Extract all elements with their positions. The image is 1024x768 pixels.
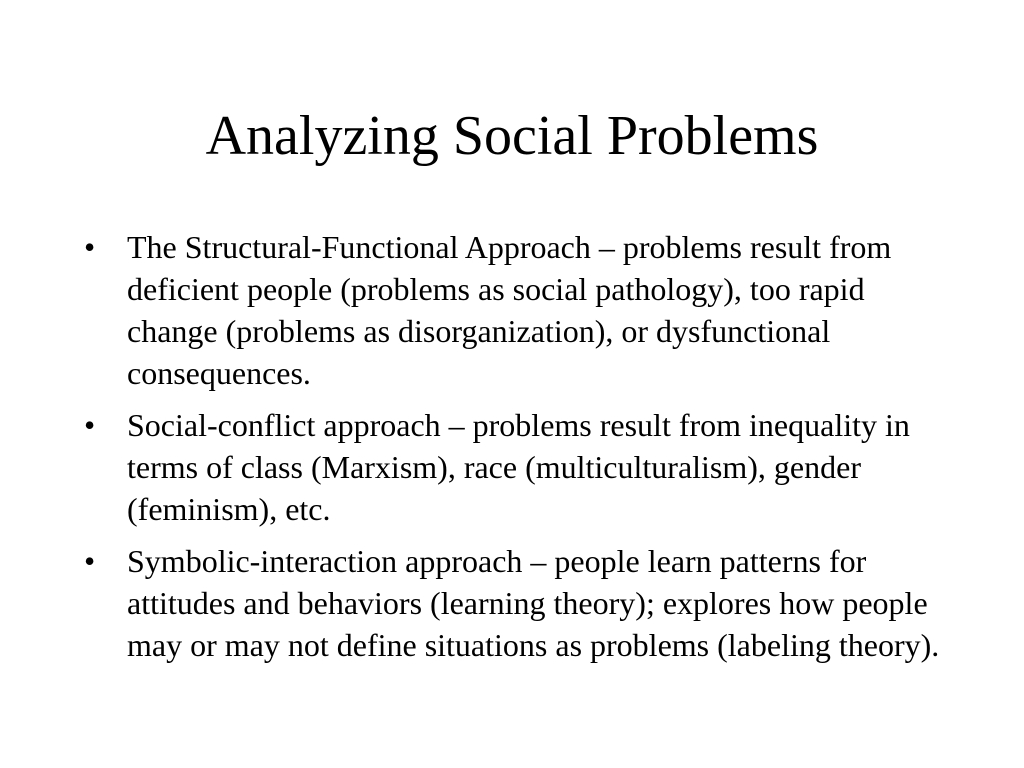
bullet-icon: • [84, 229, 96, 265]
bullet-item-structural-functional [84, 226, 944, 394]
bullet-item-symbolic-interaction [84, 540, 944, 666]
bullet-item-social-conflict [84, 404, 944, 530]
slide-title: Analyzing Social Problems [205, 105, 819, 167]
bullet-list [84, 226, 944, 676]
bullet-icon: • [84, 407, 96, 443]
bullet-text: Symbolic-interaction approach – people learn patterns for attitudes and behaviors (learning theory); explores how people may or may not define situations as problems (labeling theory). [127, 543, 940, 663]
bullet-icon: • [84, 543, 96, 579]
bullet-text: The Structural-Functional Approach – problems result from deficient people (problems as social pathology), too rapid change (problems as disorganization), or dysfunctional consequences. [127, 229, 892, 391]
bullet-text: Social-conflict approach – problems result from inequality in terms of class (Marxism), race (multiculturalism), gender (feminism), etc. [127, 407, 910, 527]
